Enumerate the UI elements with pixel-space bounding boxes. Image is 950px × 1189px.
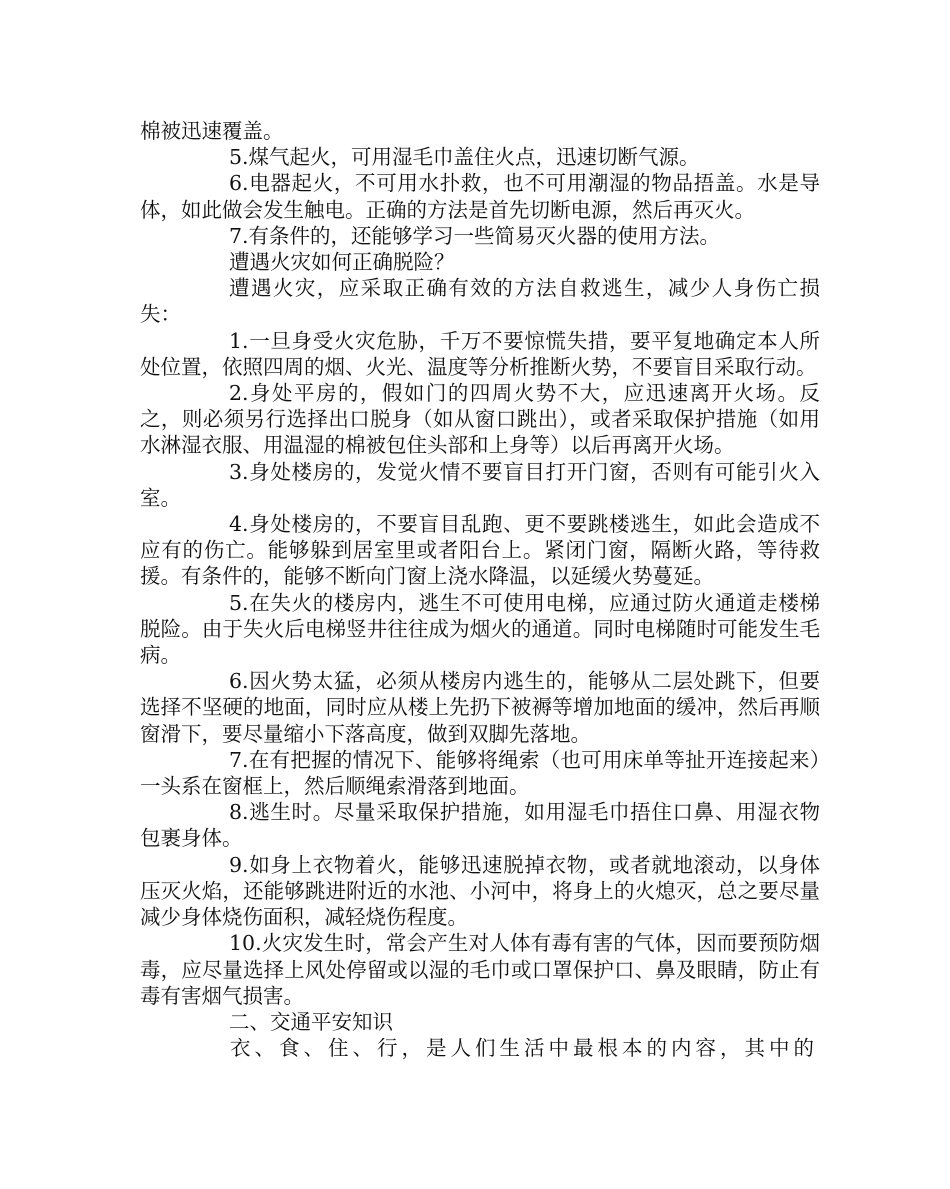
paragraph-escape-6: 6.因火势太猛，必须从楼房内逃生的，能够从二层处跳下，但要选择不坚硬的地面，同时应从楼上先扔下被褥等增加地面的缓冲，然后再顺窗滑下，要尽量缩小下落高度，做到双脚先落地。 [140, 669, 820, 746]
paragraph-escape-10: 10.火灾发生时，常会产生对人体有毒有害的气体，因而要预防烟毒，应尽量选择上风处停留或以湿的毛巾或口罩保护口、鼻及眼睛，防止有毒有害烟气损害。 [140, 931, 820, 1008]
paragraph-continuation: 棉被迅速覆盖。 [140, 119, 284, 143]
paragraph-extinguisher: 7.有条件的，还能够学习一些简易灭火器的使用方法。 [229, 223, 721, 248]
paragraph-escape-9: 9.如身上衣物着火，能够迅速脱掉衣物，或者就地滚动，以身体压灭火焰，还能够跳进附近的水池、小河中，将身上的火熄灭，总之要尽量减少身体烧伤面积，减轻烧伤程度。 [140, 852, 820, 930]
paragraph-electric-fire: 6.电器起火，不可用水扑救，也不可用潮湿的物品捂盖。水是导体，如此做会发生触电。正确的方法是首先切断电源，然后再灭火。 [140, 171, 820, 222]
paragraph-gas-fire: 5.煤气起火，可用湿毛巾盖住火点，迅速切断气源。 [229, 145, 700, 170]
paragraph-traffic-intro: 衣、食、住、行，是人们生活中最根本的内容，其中的 [230, 1036, 818, 1061]
section-heading-traffic: 二、交通平安知识 [229, 1009, 393, 1034]
paragraph-escape-5: 5.在失火的楼房内，逃生不可使用电梯，应通过防火通道走楼梯脱险。由于失火后电梯竖井往往成为烟火的通道。同时电梯随时可能发生毛病。 [140, 590, 820, 668]
paragraph-escape-2: 2.身处平房的，假如门的四周火势不大，应迅速离开火场。反之，则必须另行选择出口脱身（如从窗口跳出），或者采取保护措施（如用水淋湿衣服、用温湿的棉被包住头部和上身等）以后再离开火场。 [140, 381, 820, 458]
document-body [140, 118, 820, 1061]
paragraph-escape-7: 7.在有把握的情况下、能够将绳索（也可用床单等扯开连接起来）一头系在窗框上，然后顺绳索滑落到地面。 [140, 747, 820, 799]
paragraph-escape-1: 1.一旦身受火灾危胁，千万不要惊慌失措，要平复地确定本人所处位置，依照四周的烟、火光、温度等分析推断火势，不要盲目采取行动。 [140, 328, 820, 379]
paragraph-escape-3: 3.身处楼房的，发觉火情不要盲目打开门窗，否则有可能引火入室。 [140, 459, 820, 510]
section-heading-escape: 遭遇火灾如何正确脱险？ [229, 250, 455, 275]
paragraph-escape-4: 4.身处楼房的，不要盲目乱跑、更不要跳楼逃生，如此会造成不应有的伤亡。能够躲到居室里或者阳台上。紧闭门窗，隔断火路，等待救援。有条件的，能够不断向门窗上浇水降温，以延缓火势蔓延。 [140, 512, 820, 589]
paragraph-escape-8: 8.逃生时。尽量采取保护措施，如用湿毛巾捂住口鼻、用湿衣物包裹身体。 [140, 800, 820, 851]
paragraph-escape-intro: 遭遇火灾，应采取正确有效的方法自救逃生，减少人身伤亡损失： [140, 276, 820, 327]
